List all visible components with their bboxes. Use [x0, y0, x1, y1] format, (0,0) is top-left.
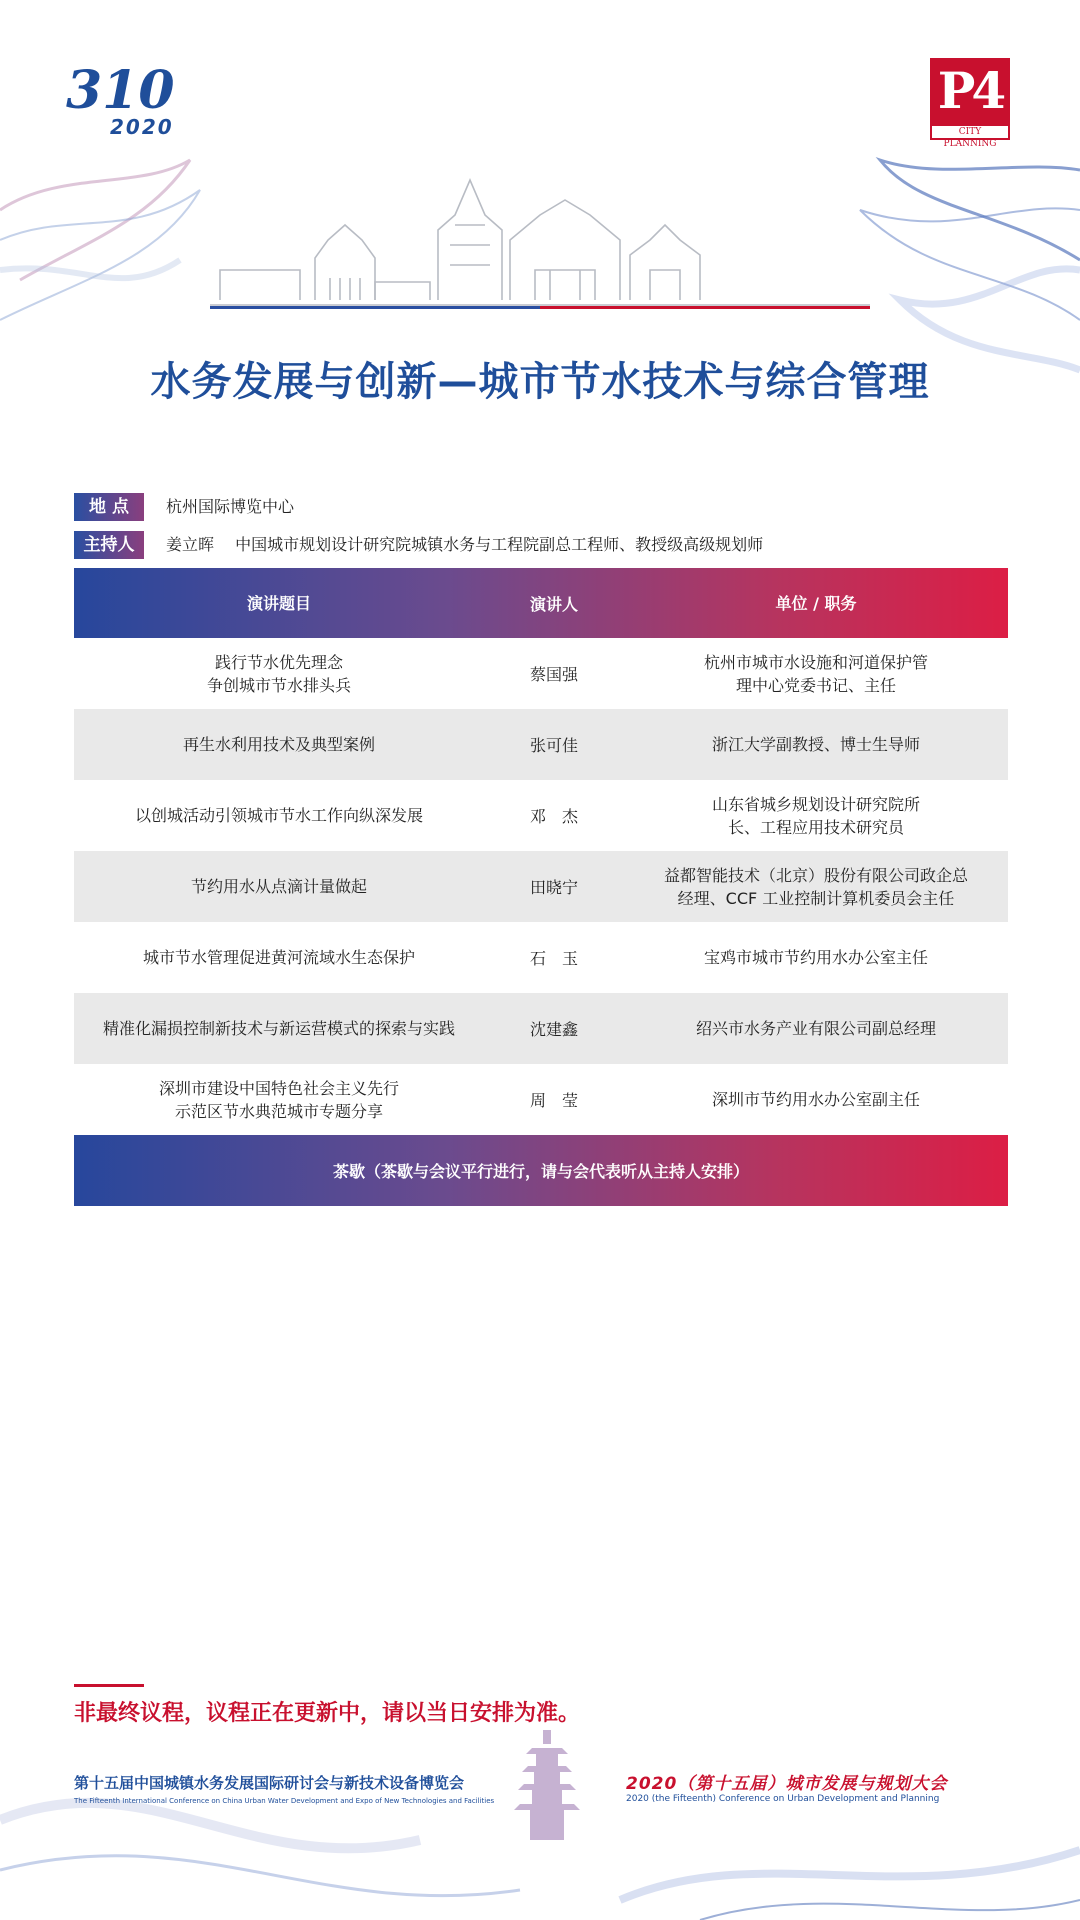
page-title: 水务发展与创新—城市节水技术与综合管理: [150, 359, 930, 405]
speaker-cell: 张可佳: [529, 736, 578, 755]
pagoda-icon: [512, 1730, 582, 1840]
org-cell: 浙江大学副教授、博士生导师: [711, 735, 920, 754]
org-cell: 杭州市城市水设施和河道保护管 理中心党委书记、主任: [703, 652, 928, 695]
tea-break-row: 茶歇（茶歇与会议平行进行，请与会代表听从主持人安排）: [74, 1135, 1008, 1206]
header-topic: 演讲题目: [246, 593, 311, 613]
table-row: [74, 1064, 1008, 1135]
agenda-table: [74, 568, 1008, 1206]
ink-swirl-left-icon: [0, 150, 210, 370]
water-conference-name-en: The Fifteenth International Conference on China Urban Water Development and Expo of New Technologies and Facilities: [74, 1797, 495, 1805]
topic-cell: 再生水利用技术及典型案例: [182, 735, 375, 754]
notice-divider: [74, 1684, 144, 1687]
city-skyline-icon: [210, 170, 870, 340]
water-conference-name: 第十五届中国城镇水务发展国际研讨会与新技术设备博览会: [74, 1774, 465, 1792]
venue-value: 杭州国际博览中心: [166, 497, 295, 516]
org-cell: 益都智能技术（北京）股份有限公司政企总 经理、CCF 工业控制计算机委员会主任: [663, 865, 968, 908]
ink-logo-icon: [66, 58, 196, 138]
table-row: [74, 851, 1008, 922]
svg-text:2020: 2020: [110, 115, 174, 138]
topic-cell: 精准化漏损控制新技术与新运营模式的探索与实践: [102, 1019, 455, 1038]
table-row: [74, 922, 1008, 993]
speaker-cell: 蔡国强: [529, 665, 578, 684]
table-body: [74, 638, 1008, 1135]
table-row: [74, 780, 1008, 851]
planning-conference-name: 2020（第十五届）城市发展与规划大会: [626, 1774, 948, 1794]
city-planning-logo: [930, 58, 1010, 149]
conference-logo: [66, 58, 196, 138]
topic-cell: 城市节水管理促进黄河流域水生态保护: [142, 948, 415, 967]
logo-letters: P4: [937, 61, 1003, 120]
agenda-notice: 非最终议程，议程正在更新中，请以当日安排为准。: [74, 1701, 581, 1726]
topic-cell: 践行节水优先理念 争创城市节水排头兵: [206, 652, 351, 695]
venue-label: 地 点: [74, 493, 144, 521]
planning-conference-name-en: 2020 (the Fifteenth) Conference on Urban Development and Planning: [626, 1794, 940, 1804]
table-header: [74, 568, 1008, 638]
topic-cell: 节约用水从点滴计量做起: [190, 877, 367, 896]
speaker-cell: 沈建鑫: [529, 1020, 578, 1039]
speaker-cell: 周 莹: [529, 1091, 578, 1110]
org-cell: 宝鸡市城市节约用水办公室主任: [703, 948, 928, 967]
header-org: 单位 / 职务: [775, 593, 857, 613]
table-row: [74, 638, 1008, 709]
header-speaker: 演讲人: [529, 594, 578, 614]
org-cell: 山东省城乡规划设计研究院所 长、工程应用技术研究员: [711, 794, 920, 837]
ink-swirl-right-icon: [840, 150, 1080, 380]
org-cell: 绍兴市水务产业有限公司副总经理: [695, 1019, 936, 1038]
org-cell: 深圳市节约用水办公室副主任: [711, 1090, 920, 1109]
logo-band: CITY PLANNING: [930, 124, 1010, 140]
speaker-cell: 田晓宁: [529, 878, 578, 897]
host-value: 姜立晖 中国城市规划设计研究院城镇水务与工程院副总工程师、教授级高级规划师: [166, 535, 764, 554]
table-row: [74, 993, 1008, 1064]
topic-cell: 以创城活动引领城市节水工作向纵深发展: [134, 806, 423, 825]
svg-text:310: 310: [66, 60, 175, 121]
table-row: [74, 709, 1008, 780]
speaker-cell: 邓 杰: [529, 807, 578, 826]
speaker-cell: 石 玉: [529, 949, 578, 968]
host-label: 主持人: [74, 531, 144, 559]
topic-cell: 深圳市建设中国特色社会主义先行 示范区节水典范城市专题分享: [158, 1078, 399, 1121]
